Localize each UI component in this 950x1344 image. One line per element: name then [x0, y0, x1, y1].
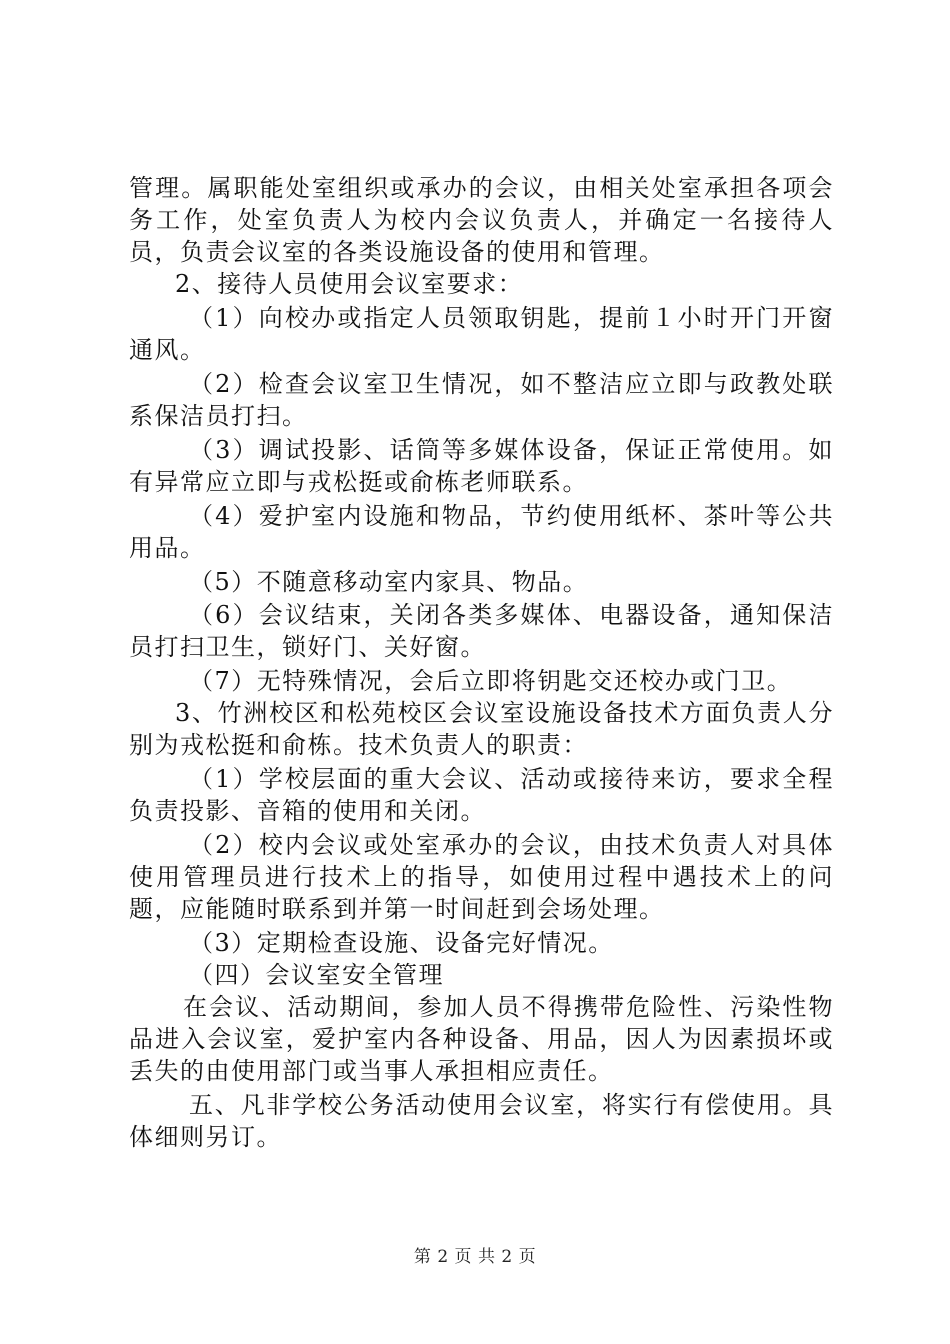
paragraph-item-2: （2）检查会议室卫生情况，如不整洁应立即与政教处联系保洁员打扫。: [129, 370, 834, 430]
paragraph-tech-item-1: （1）学校层面的重大会议、活动或接待来访，要求全程负责投影、音箱的使用和关闭。: [129, 765, 834, 825]
paragraph-safety-heading: （四）会议室安全管理: [189, 961, 444, 989]
paragraph-safety-body: 在会议、活动期间，参加人员不得携带危险性、污染性物品进入会议室，爱护室内各种设备、用品，因人为因素损坏或丢失的由使用部门或当事人承担相应责任。: [129, 993, 834, 1085]
paragraph-section-2-heading: 2、接待人员使用会议室要求：: [175, 270, 524, 298]
paragraph-item-5: （5）不随意移动室内家具、物品。: [189, 568, 589, 596]
paragraph-item-7: （7）无特殊情况，会后立即将钥匙交还校办或门卫。: [189, 667, 793, 695]
paragraph-tech-item-3: （3）定期检查设施、设备完好情况。: [189, 929, 614, 957]
document-body: [129, 172, 834, 1153]
paragraph-item-6: （6）会议结束，关闭各类多媒体、电器设备，通知保洁员打扫卫生，锁好门、关好窗。: [129, 601, 834, 661]
paragraph-duty-continuation: 管理。属职能处室组织或承办的会议，由相关处室承担各项会务工作，处室负责人为校内会议负责人，并确定一名接待人员，负责会议室的各类设施设备的使用和管理。: [129, 174, 834, 266]
paragraph-item-1: （1）向校办或指定人员领取钥匙，提前１小时开门开窗通风。: [129, 304, 834, 364]
paragraph-section-3-heading: 3、竹洲校区和松苑校区会议室设施设备技术方面负责人分别为戎松挺和俞栋。技术负责人的职责：: [129, 699, 834, 759]
page-number-footer: 第 2 页 共 2 页: [413, 1247, 537, 1267]
paragraph-tech-item-2: （2）校内会议或处室承办的会议，由技术负责人对具体使用管理员进行技术上的指导，如使用过程中遇技术上的问题，应能随时联系到并第一时间赶到会场处理。: [129, 831, 834, 923]
paragraph-item-3: （3）调试投影、话筒等多媒体设备，保证正常使用。如有异常应立即与戎松挺或俞栋老师联系。: [129, 436, 834, 496]
paragraph-item-4: （4）爱护室内设施和物品，节约使用纸杯、茶叶等公共用品。: [129, 502, 834, 562]
paragraph-section-5: 五、凡非学校公务活动使用会议室，将实行有偿使用。具体细则另订。: [129, 1091, 834, 1151]
